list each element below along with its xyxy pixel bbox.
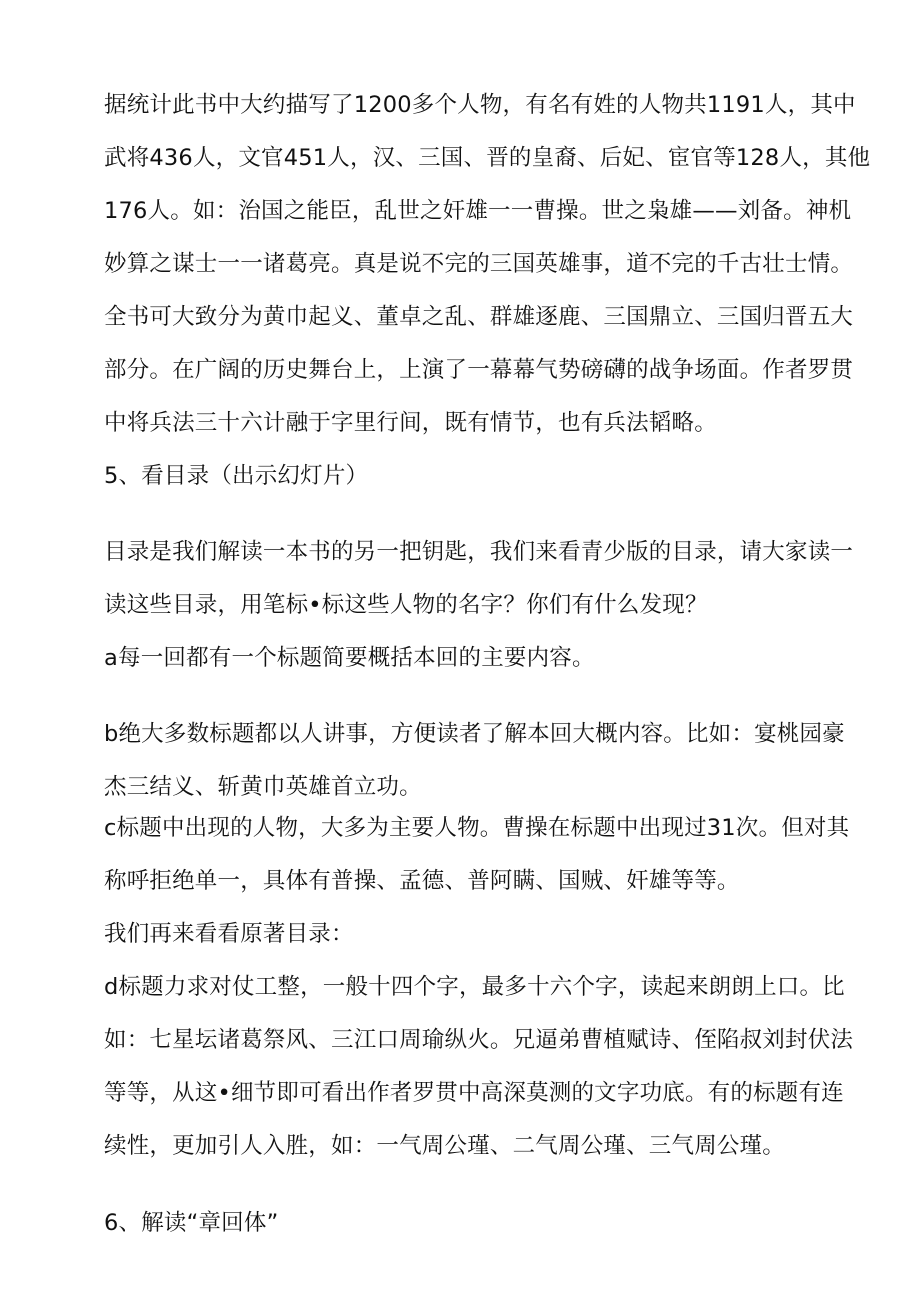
text-line-original-toc: 我们再来看看原著目录：	[104, 921, 354, 947]
section-heading-5: 5、看目录（出示幻灯片）	[104, 463, 369, 489]
text-line-6: 部分。在广阔的历史舞台上，上演了一幕幕气势磅礴的战争场面。作者罗贯	[104, 357, 854, 383]
text-line-8: 目录是我们解读一本书的另一把钥匙，我们来看青少版的目录，请大家读一	[104, 539, 854, 565]
text-line-7: 中将兵法三十六计融于字里行间，既有情节，也有兵法韬略。	[104, 410, 717, 436]
point-d-cont-2: 等等，从这•细节即可看出作者罗贯中高深莫测的文字功底。有的标题有连	[104, 1080, 844, 1106]
section-heading-6: 6、解读“章回体”	[104, 1210, 279, 1236]
text-line-5: 全书可大致分为黄巾起义、董卓之乱、群雄逐鹿、三国鼎立、三国归晋五大	[104, 304, 854, 330]
point-c-cont: 称呼拒绝单一，具体有普操、孟德、普阿瞒、国贼、奸雄等等。	[104, 868, 740, 894]
point-d-cont-1: 如：七星坛诸葛祭风、三江口周瑜纵火。兄逼弟曹植赋诗、侄陷叔刘封伏法	[104, 1027, 854, 1053]
point-b-cont: 杰三结义、斩黄巾英雄首立功。	[104, 774, 422, 800]
text-line-9: 读这些目录，用笔标•标这些人物的名字？你们有什么发现？	[104, 592, 708, 618]
point-b: b绝大多数标题都以人讲事，方便读者了解本回大概内容。比如：宴桃园豪	[104, 721, 845, 747]
text-line-1: 据统计此书中大约描写了1200多个人物，有名有姓的人物共1191人，其中	[104, 92, 856, 118]
point-d: d标题力求对仗工整，一般十四个字，最多十六个字，读起来朗朗上口。比	[104, 974, 845, 1000]
text-line-4: 妙算之谋士一一诸葛亮。真是说不完的三国英雄事，道不完的千古壮士情。	[104, 251, 854, 277]
text-line-3: 176人。如：治国之能臣，乱世之奸雄一一曹操。世之枭雄——刘备。神机	[104, 198, 852, 224]
point-c: c标题中出现的人物，大多为主要人物。曹操在标题中出现过31次。但对其	[104, 815, 850, 841]
text-line-2: 武将436人，文官451人，汉、三国、晋的皇裔、后妃、宦官等128人，其他	[104, 145, 871, 171]
point-a: a每一回都有一个标题简要概括本回的主要内容。	[104, 645, 595, 671]
point-d-cont-3: 续性，更加引人入胜，如：一气周公瑾、二气周公瑾、三气周公瑾。	[104, 1133, 786, 1159]
